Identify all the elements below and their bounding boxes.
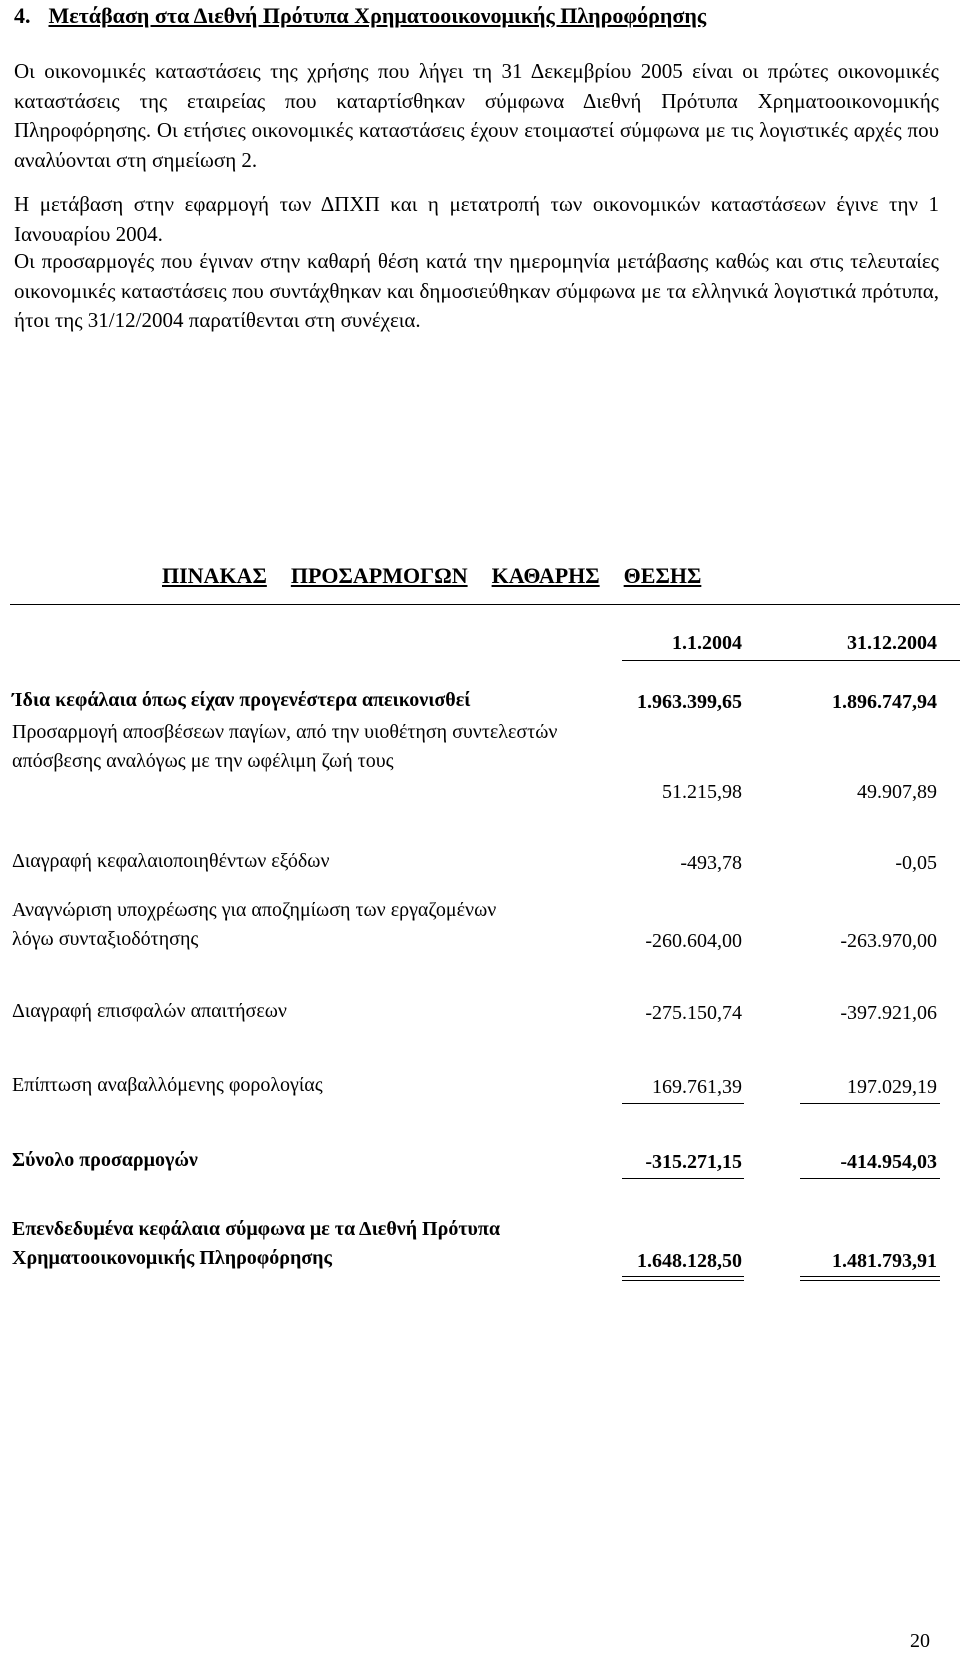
table-title [162, 562, 701, 590]
row-value-2004-12-31: 1.481.793,91 [832, 1250, 937, 1272]
table-title-word: ΠΡΟΣΑΡΜΟΓΩΝ [290, 563, 468, 588]
row-value-2004-01-01: 51.215,98 [662, 781, 742, 803]
table-title-word: ΠΙΝΑΚΑΣ [162, 563, 267, 588]
row-value-2004-12-31: -263.970,00 [840, 930, 937, 952]
row-value-2004-01-01: -315.271,15 [645, 1151, 742, 1173]
row-value-2004-01-01: 1.648.128,50 [637, 1250, 742, 1272]
row-value-2004-12-31: 197.029,19 [847, 1076, 937, 1098]
grand-total-double-rule [622, 1276, 744, 1281]
row-label-depreciation-adjustment: Προσαρμογή αποσβέσεων παγίων, από την υιοθέτηση συντελεστών απόσβεσης αναλόγως με την ωφέλιμη ζωή τους [12, 721, 558, 772]
row-value-2004-01-01: 169.761,39 [652, 1076, 742, 1098]
subtotal-rule [622, 1103, 744, 1104]
row-value-2004-01-01: 1.963.399,65 [637, 691, 742, 713]
row-label-ifrs-equity: Επενδεδυμένα κεφάλαια σύμφωνα με τα Διεθνή Πρότυπα Χρηματοοικονομικής Πληροφόρησης [12, 1218, 501, 1269]
column-header-2004-12-31: 31.12.2004 [847, 632, 937, 654]
total-rule [800, 1178, 940, 1179]
row-value-2004-01-01: -260.604,00 [645, 930, 742, 952]
paragraph-transition-date: Η μετάβαση στην εφαρμογή των ΔΠΧΠ και η μετατροπή των οικονομικών καταστάσεων έγινε την 1 Ιανουαρίου 2004. [14, 192, 939, 246]
table-title-word: ΚΑΘΑΡΗΣ [491, 563, 600, 588]
row-label-deferred-tax: Επίπτωση αναβαλλόμενης φορολογίας [12, 1074, 323, 1096]
section-number: 4. [14, 3, 31, 28]
row-label-total-adjustments: Σύνολο προσαρμογών [12, 1149, 198, 1171]
row-value-2004-12-31: 49.907,89 [857, 781, 937, 803]
grand-total-double-rule [800, 1276, 940, 1281]
row-value-2004-01-01: -275.150,74 [645, 1002, 742, 1024]
section-title: Μετάβαση στα Διεθνή Πρότυπα Χρηματοοικονομικής Πληροφόρησης [48, 3, 707, 28]
table-top-rule [10, 604, 960, 605]
row-value-2004-12-31: 1.896.747,94 [832, 691, 937, 713]
row-label-doubtful-receivables: Διαγραφή επισφαλών απαιτήσεων [12, 1000, 287, 1022]
row-value-2004-12-31: -397.921,06 [840, 1002, 937, 1024]
row-label-previous-equity: Ίδια κεφάλαια όπως είχαν προγενέστερα απεικονισθεί [12, 689, 471, 711]
paragraph-intro: Οι οικονομικές καταστάσεις της χρήσης που λήγει τη 31 Δεκεμβρίου 2005 είναι οι πρώτες οικονομικές καταστάσεις της εταιρείας που καταρτίσθηκαν σύμφωνα Διεθνή Πρότυπα Χρηματοοικονομικής Πληροφόρησης. Οι ετήσιες οικονομικές καταστάσεις έχουν ετοιμαστεί σύμφωνα με τις λογιστικές αρχές που αναλύονται στη σημείωση 2. [14, 59, 939, 172]
column-header-2004-01-01: 1.1.2004 [672, 632, 742, 654]
row-label-retirement-obligation: Αναγνώριση υποχρέωσης για αποζημίωση των εργαζομένων λόγω συνταξιοδότησης [12, 899, 497, 950]
table-title-word: ΘΕΣΗΣ [623, 563, 702, 588]
row-label-capitalized-expenses: Διαγραφή κεφαλαιοποιηθέντων εξόδων [12, 850, 330, 872]
row-value-2004-01-01: -493,78 [680, 852, 742, 874]
page-number: 20 [910, 1630, 930, 1652]
paragraph-adjustments: Οι προσαρμογές που έγιναν στην καθαρή θέση κατά την ημερομηνία μετάβασης καθώς και στις τελευταίες οικονομικές καταστάσεις που συντάχθηκαν και δημοσιεύθηκαν σύμφωνα με τα ελληνικά λογιστικά πρότυπα, ήτοι της 31/12/2004 παρατίθενται στη συνέχεια. [14, 249, 939, 332]
subtotal-rule [800, 1103, 940, 1104]
row-value-2004-12-31: -0,05 [895, 852, 937, 874]
column-header-rule [622, 660, 960, 661]
total-rule [622, 1178, 744, 1179]
section-heading [14, 2, 706, 30]
row-value-2004-12-31: -414.954,03 [840, 1151, 937, 1173]
